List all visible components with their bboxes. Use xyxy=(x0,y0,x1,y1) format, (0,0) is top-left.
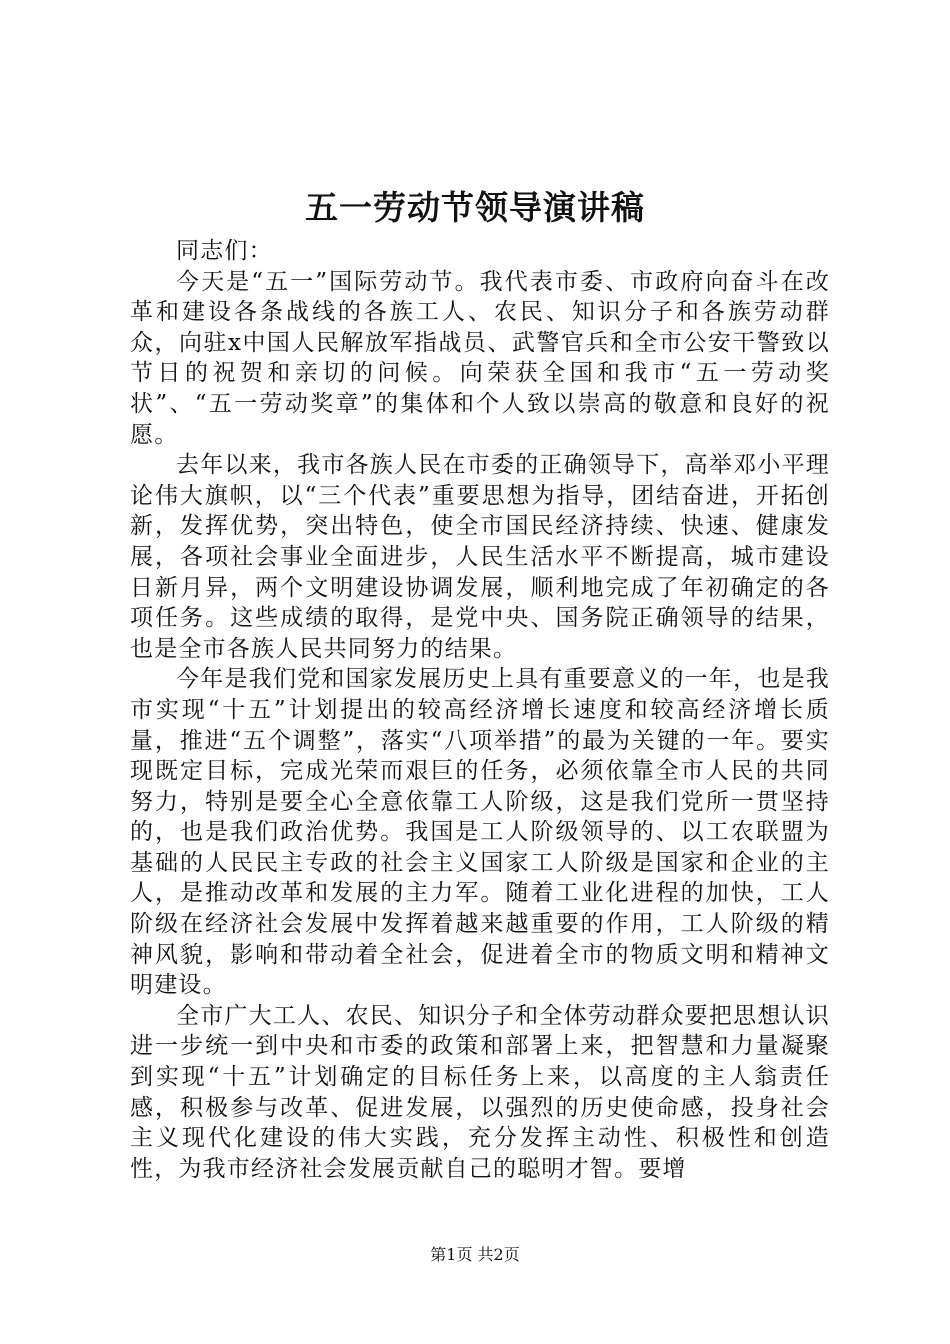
paragraph-1: 今天是“五一”国际劳动节。我代表市委、市政府向奋斗在改革和建设各条战线的各族工人、农民、知识分子和各族劳动群众，向驻x中国人民解放军指战员、武警官兵和全市公安干警致以节日的祝贺和亲切的问候。向荣获全国和我市“五一劳动奖状”、“五一劳动奖章”的集体和个人致以崇高的敬意和良好的祝愿。 xyxy=(130,268,830,448)
paragraph-2: 去年以来，我市各族人民在市委的正确领导下，高举邓小平理论伟大旗帜，以“三个代表”重要思想为指导，团结奋进，开拓创新，发挥优势，突出特色，使全市国民经济持续、快速、健康发展，各项社会事业全面进步，人民生活水平不断提高，城市建设日新月异，两个文明建设协调发展，顺利地完成了年初确定的各项任务。这些成绩的取得，是党中央、国务院正确领导的结果，也是全市各族人民共同努力的结果。 xyxy=(130,452,830,662)
paragraph-3: 今年是我们党和国家发展历史上具有重要意义的一年，也是我市实现“十五”计划提出的较高经济增长速度和较高经济增长质量，推进“五个调整”，落实“八项举措”的最为关键的一年。要实现既定目标，完成光荣而艰巨的任务，必须依靠全市人民的共同努力，特别是要全心全意依靠工人阶级，这是我们党所一贯坚持的，也是我们政治优势。我国是工人阶级领导的、以工农联盟为基础的人民民主专政的社会主义国家工人阶级是国家和企业的主人，是推动改革和发展的主力军。随着工业化进程的加快，工人阶级在经济社会发展中发挥着越来越重要的作用，工人阶级的精神风貌，影响和带动着全社会，促进着全市的物质文明和精神文明建设。 xyxy=(130,666,830,999)
document-title: 五一劳动节领导演讲稿 xyxy=(305,188,645,227)
paragraph-4: 全市广大工人、农民、知识分子和全体劳动群众要把思想认识进一步统一到中央和市委的政策和部署上来，把智慧和力量凝聚到实现“十五”计划确定的目标任务上来，以高度的主人翁责任感，积极参与改革、促进发展，以强烈的历史使命感，投身社会主义现代化建设的伟大实践，充分发挥主动性、积极性和创造性，为我市经济社会发展贡献自己的聪明才智。要增 xyxy=(130,1002,830,1182)
salutation: 同志们： xyxy=(176,238,273,264)
page-footer: 第1页 共2页 xyxy=(430,1245,520,1264)
document-body xyxy=(130,236,830,1184)
